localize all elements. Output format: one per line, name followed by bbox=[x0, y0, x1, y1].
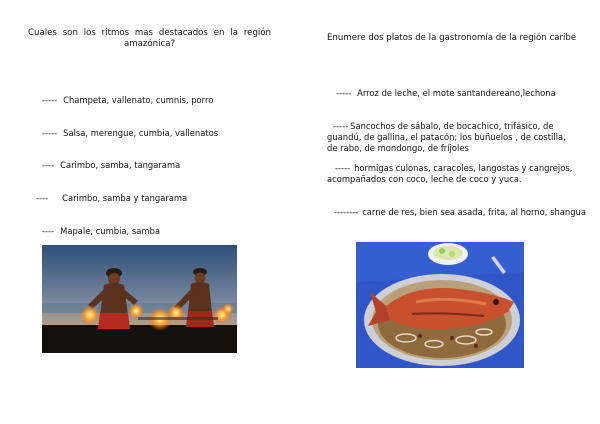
answer-2 bbox=[327, 121, 575, 154]
option-text: Carimbo, samba y tangarama bbox=[62, 193, 188, 203]
option-dash: ---- bbox=[42, 160, 55, 170]
option-3 bbox=[42, 160, 180, 171]
answer-dash: ----- bbox=[335, 163, 351, 173]
option-dash: ---- bbox=[36, 193, 49, 203]
answer-1 bbox=[336, 88, 584, 99]
answer-dash: -------- bbox=[334, 207, 359, 217]
question-rhythms: Cuales son los ritmos mas destacados en la región amazónica? bbox=[28, 28, 271, 49]
option-text: Mapale, cumbia, samba bbox=[60, 226, 160, 236]
option-text: Carimbo, samba, tangarama bbox=[60, 160, 181, 170]
answer-3 bbox=[327, 163, 575, 185]
answer-text: Sancochos de sábalo, de bocachico, trifásico, de guandú, de gallina, el patacón; los buñuelos , de costilla, de rabo, de mondongo, de fríjoles bbox=[327, 121, 566, 153]
option-text: Champeta, vallenato, cumnis, porro bbox=[63, 95, 214, 105]
option-4 bbox=[36, 193, 187, 204]
fire-dancers-photo bbox=[42, 245, 237, 353]
option-dash: ----- bbox=[42, 95, 58, 105]
answer-text: carne de res, bien sea asada, frita, al horno, shangua bbox=[362, 207, 586, 217]
answer-dash: ----- bbox=[333, 121, 349, 131]
answer-4 bbox=[334, 207, 586, 218]
fish-dish-photo bbox=[356, 242, 524, 368]
option-5 bbox=[42, 226, 160, 237]
option-text: Salsa, merengue, cumbia, vallenatos bbox=[63, 128, 219, 138]
question-gastronomy: Enumere dos platos de la gastronomía de la región caribe bbox=[327, 33, 577, 43]
option-2 bbox=[42, 128, 218, 139]
option-1 bbox=[42, 95, 213, 106]
answer-text: Arroz de leche, el mote santandereano,lechona bbox=[357, 88, 556, 98]
option-dash: ---- bbox=[42, 226, 55, 236]
answer-dash: ----- bbox=[336, 88, 352, 98]
option-dash: ----- bbox=[42, 128, 58, 138]
answer-text: hormigas culonas, caracoles, langostas y cangrejos, acompañados con coco, leche de coco y yuca. bbox=[327, 163, 573, 184]
